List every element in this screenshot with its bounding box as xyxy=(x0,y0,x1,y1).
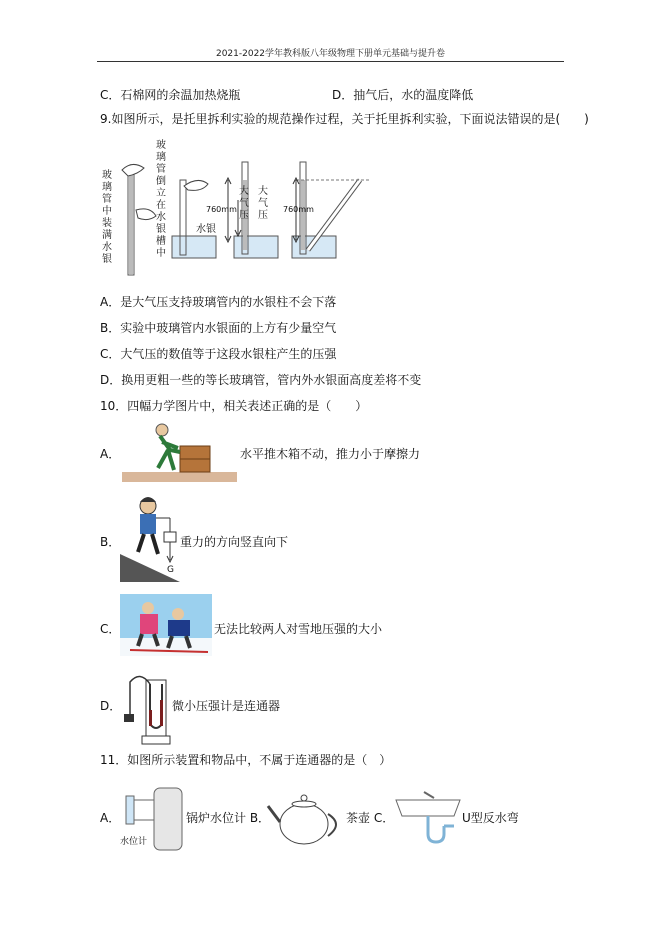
sink-basin xyxy=(396,800,460,816)
q10-a-image xyxy=(122,420,237,482)
q10-b-g-label: G xyxy=(167,565,174,575)
q9-option-c: C．大气压的数值等于这段水银柱产生的压强 xyxy=(100,347,337,361)
person-head xyxy=(156,424,168,436)
q9-stem: 9.如图所示，是托里拆利实验的规范操作过程，关于托里拆利实验，下面说法错误的是( ) xyxy=(100,112,589,126)
q11-c-image xyxy=(394,790,462,852)
q11-c-text: U型反水弯 xyxy=(462,811,519,825)
option-d-prev: D．抽气后，水的温度降低 xyxy=(332,88,474,102)
q11-stem: 11．如图所示装置和物品中，不属于连通器的是（ ） xyxy=(100,753,392,767)
q11-a-text: 锅炉水位计 B． xyxy=(186,811,271,825)
q10-b-letter: B． xyxy=(100,535,121,549)
hand-3-icon xyxy=(184,180,208,190)
q9-label-fill: 玻璃管中装满水银 xyxy=(102,170,112,265)
option-c-prev: C．石棉网的余温加热烧瓶 xyxy=(100,88,241,102)
teapot-handle xyxy=(328,814,336,836)
q9-figure xyxy=(110,140,390,290)
gauge-glass xyxy=(126,796,134,824)
q9-option-d: D．换用更粗一些的等长玻璃管，管内外水银面高度差将不变 xyxy=(100,373,422,387)
q9-label-air-1: 大气压 xyxy=(239,186,249,221)
q10-a-letter: A． xyxy=(100,447,121,461)
hand-2-icon xyxy=(136,209,156,220)
q10-d-image xyxy=(120,664,172,746)
page-header: 2021-2022学年教科版八年级物理下册单元基础与提升卷 xyxy=(215,49,446,59)
q11-b-text: 茶壶 C． xyxy=(346,811,395,825)
teapot-spout xyxy=(268,806,280,822)
q9-option-b: B．实验中玻璃管内水银面的上方有少量空气 xyxy=(100,321,337,335)
q9-label-760-1: 760mm xyxy=(206,205,237,214)
q9-option-a: A．是大气压支持玻璃管内的水银柱不会下落 xyxy=(100,295,337,309)
q9-label-mercury: 水银 xyxy=(196,224,216,235)
boiler xyxy=(154,788,182,850)
q9-label-air-2: 大气压 xyxy=(258,186,268,221)
probe xyxy=(124,714,134,722)
teapot-body xyxy=(280,804,328,844)
q10-d-letter: D． xyxy=(100,699,122,713)
person-body xyxy=(158,436,180,470)
u-trap xyxy=(428,816,444,842)
mercury-1 xyxy=(129,174,133,274)
q9-label-invert: 玻璃管倒立在水银槽中 xyxy=(156,140,166,259)
q10-c-image xyxy=(120,594,212,656)
header-rule xyxy=(97,61,564,62)
q9-label-760-2: 760mm xyxy=(283,205,314,214)
q11-a-letter: A． xyxy=(100,811,121,825)
hand-1-icon xyxy=(122,164,144,176)
trough-1 xyxy=(172,236,216,258)
q11-b-image xyxy=(266,788,344,848)
q10-stem: 10．四幅力学图片中，相关表述正确的是（ ） xyxy=(100,399,368,413)
q10-a-text: 水平推木箱不动，推力小于摩擦力 xyxy=(240,447,421,461)
boy-body xyxy=(140,514,156,534)
weight-box xyxy=(164,532,176,542)
trough-2 xyxy=(234,236,278,258)
q10-c-text: 无法比较两人对雪地压强的大小 xyxy=(214,622,383,636)
skier-1 xyxy=(140,614,158,634)
q10-d-text: 微小压强计是连通器 xyxy=(172,699,281,713)
manometer-base xyxy=(142,736,170,744)
skier-2 xyxy=(168,620,190,636)
q10-c-letter: C． xyxy=(100,622,121,636)
q11-a-fig-label: 水位计 xyxy=(120,837,148,847)
q10-b-text: 重力的方向竖直向下 xyxy=(180,535,289,549)
